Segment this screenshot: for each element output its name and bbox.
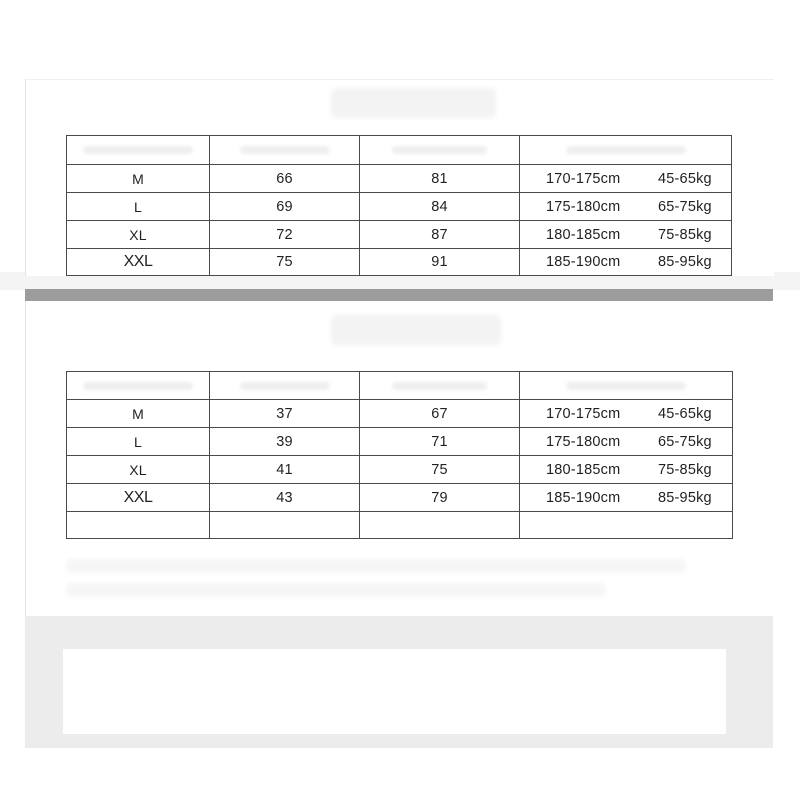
height-range: 175-180cm — [546, 198, 621, 215]
size-cell: XXL — [67, 249, 210, 276]
measure-a-cell: 41 — [210, 456, 360, 484]
blurred-note — [66, 559, 686, 573]
header-cell — [360, 136, 520, 165]
blurred-title — [331, 315, 501, 345]
fit-cell — [520, 400, 733, 428]
weight-range: 45-65kg — [658, 170, 712, 187]
height-range: 185-190cm — [546, 254, 621, 270]
header-cell — [360, 372, 520, 400]
measure-a-cell: 66 — [210, 165, 360, 193]
measure-b-cell: 79 — [360, 484, 520, 512]
weight-range: 75-85kg — [658, 226, 712, 243]
weight-range: 65-75kg — [658, 198, 712, 215]
blurred-title — [331, 88, 496, 118]
fit-cell — [520, 484, 733, 512]
measure-a-cell: 72 — [210, 221, 360, 249]
header-cell — [67, 372, 210, 400]
table-row — [67, 165, 732, 193]
height-range: 170-175cm — [546, 170, 621, 187]
table-header-row — [67, 136, 732, 165]
weight-range: 85-95kg — [658, 489, 712, 506]
height-range: 175-180cm — [546, 433, 621, 450]
table-row — [67, 221, 732, 249]
empty-cell — [360, 512, 520, 539]
size-cell: L — [67, 428, 210, 456]
table-row — [67, 428, 733, 456]
table-row — [67, 193, 732, 221]
size-cell: L — [67, 193, 210, 221]
header-cell — [520, 136, 732, 165]
table-row — [67, 400, 733, 428]
fit-cell — [520, 456, 733, 484]
fit-cell — [520, 165, 732, 193]
bottom-size-table — [66, 371, 733, 539]
weight-range: 85-95kg — [658, 254, 712, 270]
measure-a-cell: 39 — [210, 428, 360, 456]
footer-block — [25, 616, 773, 748]
measure-b-cell: 84 — [360, 193, 520, 221]
size-cell: M — [67, 400, 210, 428]
table-row — [67, 484, 733, 512]
empty-cell — [210, 512, 360, 539]
fit-cell — [520, 428, 733, 456]
top-size-table — [66, 135, 732, 276]
measure-b-cell: 87 — [360, 221, 520, 249]
weight-range: 45-65kg — [658, 405, 712, 422]
empty-cell — [520, 512, 733, 539]
weight-range: 65-75kg — [658, 433, 712, 450]
measure-a-cell: 75 — [210, 249, 360, 276]
empty-cell — [67, 512, 210, 539]
height-range: 170-175cm — [546, 405, 621, 422]
table-row — [67, 456, 733, 484]
fit-cell — [520, 249, 732, 276]
footer-inner-panel — [63, 649, 726, 734]
fit-cell — [520, 221, 732, 249]
section-divider — [25, 289, 773, 301]
blurred-note — [66, 583, 606, 597]
header-cell — [67, 136, 210, 165]
header-cell — [210, 136, 360, 165]
table-empty-row — [67, 512, 733, 539]
size-cell: M — [67, 165, 210, 193]
measure-b-cell: 67 — [360, 400, 520, 428]
header-cell — [520, 372, 733, 400]
height-range: 180-185cm — [546, 461, 621, 478]
measure-a-cell: 69 — [210, 193, 360, 221]
measure-b-cell: 91 — [360, 249, 520, 276]
height-range: 185-190cm — [546, 489, 621, 506]
height-range: 180-185cm — [546, 226, 621, 243]
bottom-size-chart-panel — [25, 301, 774, 616]
size-cell: XXL — [67, 484, 210, 512]
measure-b-cell: 71 — [360, 428, 520, 456]
header-cell — [210, 372, 360, 400]
size-cell: XL — [67, 456, 210, 484]
size-cell: XL — [67, 221, 210, 249]
table-header-row — [67, 372, 733, 400]
measure-b-cell: 81 — [360, 165, 520, 193]
measure-a-cell: 37 — [210, 400, 360, 428]
fit-cell — [520, 193, 732, 221]
table-row — [67, 249, 732, 276]
measure-b-cell: 75 — [360, 456, 520, 484]
weight-range: 75-85kg — [658, 461, 712, 478]
measure-a-cell: 43 — [210, 484, 360, 512]
top-size-chart-panel — [25, 79, 774, 276]
